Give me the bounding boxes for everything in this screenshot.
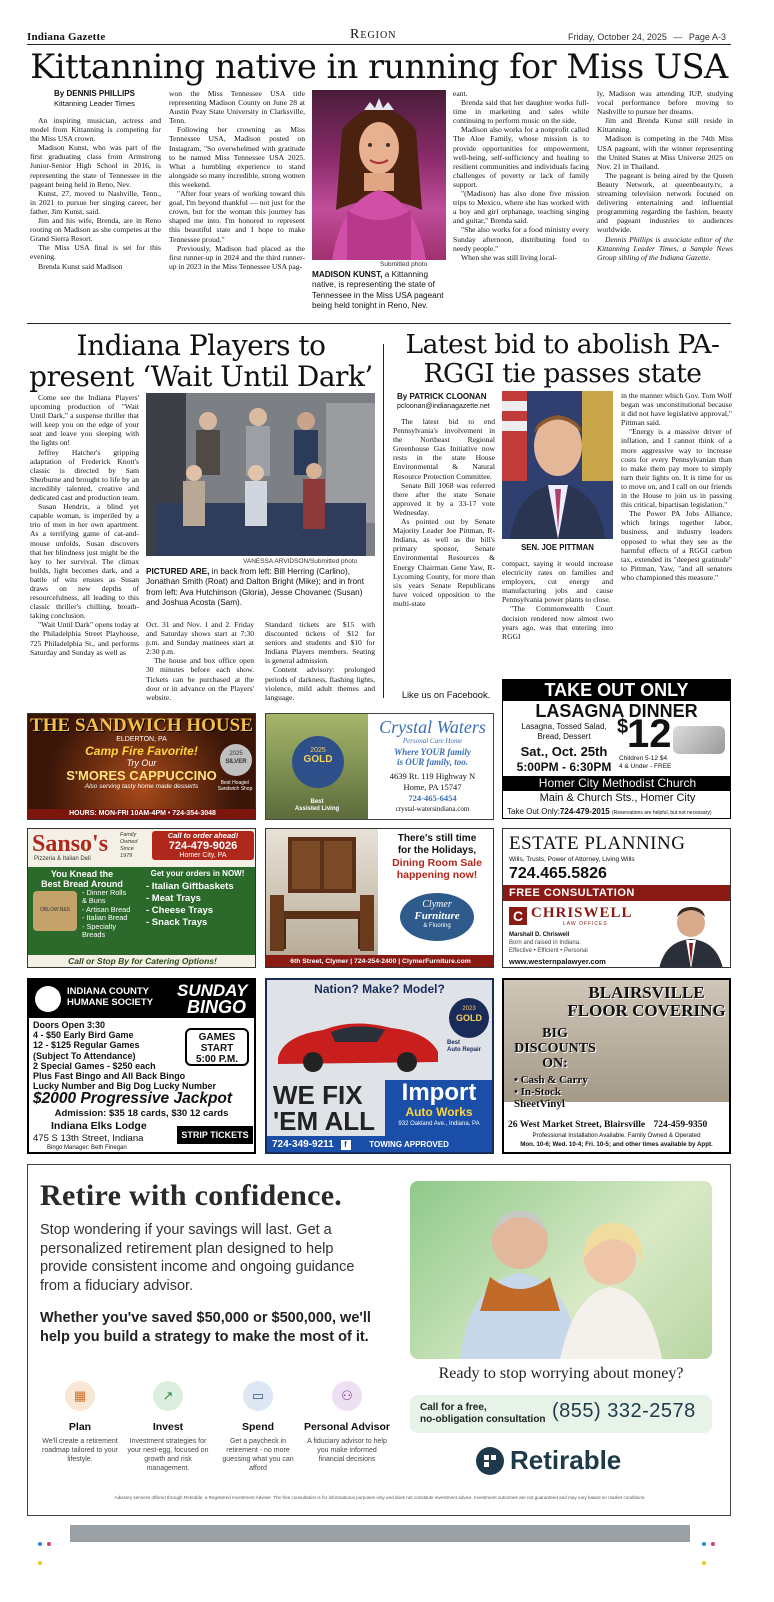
calendar-icon: ▦ bbox=[65, 1381, 95, 1411]
retirable-logo-icon bbox=[476, 1447, 504, 1475]
section-label: Region bbox=[350, 27, 397, 42]
couple-photo bbox=[410, 1181, 712, 1359]
headline-miss-usa: Kittanning native in running for Miss USA bbox=[30, 47, 728, 86]
footer-bar bbox=[70, 1525, 690, 1542]
ad-sansos: Sanso's Pizzeria & Italian Deli Family Owned Since 1979 Call to order ahead! 724-479-9026 Homer City, PA You Knead the Best Bread Around OBLOW B&S - Dinner Rolls & Buns - Artisan Bread - Italian Bread - Specialty Breads Get your orders in NOW! - Italian Giftbaskets - Meat Trays - Cheese Trays - Snack Trays Call or Stop By for Catering Options! bbox=[27, 828, 256, 968]
story2-col2: Oct. 31 and Nov. 1 and 2. Friday and Saturday shows start at 7:30 p.m. and Sunday matinees start at 2:30 p.m. The house and box office open 30 minutes before each show. Tickets can be purchased at the door or in advance on the Players' website. bbox=[146, 620, 254, 702]
ad-lasagna-dinner: TAKE OUT ONLY LASAGNA DINNER Lasagna, Tossed Salad, Bread, Dessert Sat., Oct. 25th 5:00PM - 6:30PM $ 12 Children 5-12 $4 4 & Under - FREE Homer City Methodist Church Main & Church Sts., Homer City Take Out Only:724-479-2015 (Reservations are helpful, but not necessary) bbox=[502, 679, 731, 819]
retirable-phone[interactable]: (855) 332-2578 bbox=[552, 1400, 696, 1422]
red-car-image bbox=[273, 1012, 443, 1072]
byline-cloonan: By PATRICK CLOONAN bbox=[397, 392, 487, 401]
photo-credit: Submitted photo bbox=[380, 261, 428, 268]
headline-rggi: Latest bid to abolish PA-RGGI tie passes state bbox=[405, 329, 720, 389]
ad-blairsville-floor: BLAIRSVILLE FLOOR COVERING BIG DISCOUNTS ON: • Cash & Carry • In-Stock SheetVinyl 26 West Market Street, Blairsville 724-459-9350 Professional Installation Available. Family Owned & Operated Mon. 10-6; Wed. 10-4; Fri. 10-5; and other times available by Appt. bbox=[502, 978, 731, 1154]
story3-col1: The latest bid to end Pennsylvania's involvement in the Northeast Regional Greenhouse Gas Initiative now rests in the state House Environmental & Natural Resource Protection Committee. Senate Bill 1068 was referred there after the state Senate approved it by a 33-17 vote Wednesday. As pointed out by Senate Majority Leader Joe Pittman, R-Indiana, as well as the bill's primary sponsor, Senate Environmental Resources & Energy Chairman Gene Yaw, R-Lycoming County, for more than six years Senate Republicans have voiced opposition to the multi-state bbox=[393, 417, 495, 608]
madison-kunst-photo bbox=[312, 90, 446, 260]
ad-humane-society-bingo: INDIANA COUNTY HUMANE SOCIETY SUNDAY BINGO Doors Open 3:30 4 - $50 Early Bird Game 12 - $125 Regular Games (Subject To Attendance) 2 Special Games - $250 each Plus Fast Bingo and All Back Bingo Lucky Number and Big Dog Lucky Number GAMES START 5:00 P.M. $2000 Progressive Jackpot Admission: $35 18 cards, $30 12 cards Indiana Elks Lodge 475 S 13th Street, Indiana Bingo Manager: Beth Finegan STRIP TICKETS bbox=[27, 978, 256, 1154]
clymer-logo: Clymer Furniture & Flooring bbox=[400, 893, 474, 941]
header-date: Friday, October 24, 2025 — Page A-3 bbox=[568, 32, 726, 42]
retirable-brand: Retirable bbox=[510, 1445, 622, 1475]
crystal-waters-photo: 2025 GOLD Best Assisted Living bbox=[266, 714, 368, 820]
pittman-caption: SEN. JOE PITTMAN bbox=[521, 543, 594, 552]
dining-room-photo bbox=[266, 829, 378, 955]
story1-col1: An inspiring musician, actress and model from Kittanning is competing for the Miss USA crown. Madison Kunst, who was part of the first graduating class from Armstrong Junior-Senior High School in 2016, is representing the state of Tennessee in the pageant being held in Reno, Nev. Kunst, 27, moved to Nashville, Tenn., in 2021 to pursue her singing career, her father, Jim Kunst, said. Jim and his wife, Brenda, are in Reno rooting on Madison as she competes at the Grand Sierra Resort. The Miss USA final is set for this evening. Brenda Kunst said Madison bbox=[30, 116, 161, 271]
byline-email: pcloonan@indianagazette.net bbox=[397, 403, 490, 410]
ad-sandwich-house: THE SANDWICH HOUSE ELDERTON, PA Camp Fire Favorite! Try Our S'MORES CAPPUCCINO Also serving tasty home made desserts HOURS: MON-FRI 10AM-4PM • 724-354-3048 2025 SILVER Best Hoagie/ Sandwich Shop bbox=[27, 713, 256, 820]
people-icon: ⚇ bbox=[332, 1381, 362, 1411]
chriswell-logo-icon: C bbox=[509, 907, 527, 925]
pittman-photo bbox=[502, 391, 613, 539]
retirable-headline: Retire with confidence. bbox=[40, 1179, 343, 1212]
feature-plan: ▦ Plan We'll create a retirement roadmap tailored to your lifestyle. bbox=[42, 1381, 118, 1464]
facebook-icon[interactable]: f bbox=[341, 1140, 351, 1150]
photo-caption: MADISON KUNST, a Kittanning native, is representing the state of Tennessee in the Miss USA pageant being held tonight in Reno, Nev. bbox=[312, 270, 444, 311]
ad-crystal-waters: 2025 GOLD Best Assisted Living Crystal Waters Personal Care Home Where YOUR family is OUR family, too. 4639 Rt. 119 Highway N Home, PA 15747 724-465-6454 crystal-watersindiana.com bbox=[265, 713, 494, 820]
lasagna-image bbox=[673, 726, 725, 754]
facebook-promo[interactable]: Like us on Facebook. bbox=[401, 690, 491, 700]
ad-retirable: Retire with confidence. Stop wondering if your savings will last. Get a personalized retirement plan designed to help provide consistent income and ongoing guidance from a fiduciary advisor. Whether you've saved $50,000 or $500,000, we'll help you build a strategy to make the most of it. Ready to stop worrying about money? Call for a free, no-obligation consultation (855) 332-2578 Retirable ▦ Plan We'll create a retirement roadmap tailored to your lifestyle. ↗ Invest Investment strategies for your nest-egg, focused on growth and risk management. ▭ Spend Get a paycheck in retirement - no more guessing what you can afford ⚇ Personal Advisor A fiduciary advisor to help you make informed financial decisions Advisory services offered through Retirable, a Registered Investment Adviser. The free consultation is for informational purposes only and does not constitute investment advice. Investment outcomes are not guaranteed and may vary based on market conditions. bbox=[27, 1164, 731, 1516]
trend-icon: ↗ bbox=[153, 1381, 183, 1411]
silver-badge: 2025 SILVER bbox=[220, 744, 252, 776]
ad-import-auto-works: Nation? Make? Model? 2023 GOLD Best Auto Repair WE FIX 'EM ALL Import Auto Works 932 Oakland Ave., Indiana, PA 724-349-9211 f TOWING APPROVED bbox=[265, 978, 494, 1154]
ad-estate-planning: ESTATE PLANNING Wills, Trusts, Power of Attorney, Living Wills 724.465.5826 FREE CONSULTATION C CHRISWELL LAW OFFICES Marshall D. Chriswell Born and raised in Indiana. Effective • Efficient • Personal www.westernpalawyer.com bbox=[502, 828, 731, 968]
paw-icon bbox=[35, 986, 61, 1012]
ad-clymer-furniture: There's still time for the Holidays, Dining Room Sale happening now! Clymer Furniture & Flooring 6th Street, Clymer | 724-254-2400 | ClymerFurniture.com bbox=[265, 828, 494, 968]
header-rule bbox=[27, 44, 731, 45]
registration-dots-left bbox=[38, 1531, 58, 1537]
masthead: Indiana Gazette bbox=[27, 31, 106, 43]
feature-invest: ↗ Invest Investment strategies for your nest-egg, focused on growth and risk management. bbox=[125, 1381, 211, 1473]
section-rule bbox=[27, 323, 731, 324]
attorney-photo bbox=[653, 903, 729, 968]
story2-col3: Standard tickets are $15 with discounted tickets of $12 for seniors and students and $10 for Indiana Players members. Seating is general admission. Content advisory: prolonged periods of darkness, flashing lights, violence, mild adult themes and language. bbox=[265, 620, 375, 702]
story1-col2: won the Miss Tennessee USA title representing Madison County on June 28 at Austin Peay State University in Clarksville, Tenn. Following her crowning as Miss Tennessee USA, Madison posted on Instagram, "So overwhelmed with gratitude to be named Miss Tennessee USA 2025. What a humbling experience to stand alongside so many incredible, strong women this weekend. "After four years of working toward this goal, I'm beyond thankful — not just for the crown, but for the woman this journey has shaped me into. I'm honored to represent this beautiful state and I hope to make Tennessee proud." Previously, Madison had placed as the first runner-up in 2024 and the third runner-up in 2023 in the Miss Tennessee USA pag- bbox=[169, 89, 305, 271]
bread-logo: OBLOW B&S bbox=[33, 891, 77, 931]
cast-photo bbox=[146, 393, 375, 556]
story3-col2: compact, saying it would increase electricity rates on families and employers, cut energy and manufacturing jobs and cause Pennsylvania power plants to close. "The Commonwealth Court decision rendered now almost two years ago, was that entering into RGGI bbox=[502, 559, 613, 641]
headline-wait-until-dark: Indiana Players to present ‘Wait Until Dark’ bbox=[29, 329, 373, 393]
byline: By DENNIS PHILLIPS bbox=[54, 89, 135, 98]
card-icon: ▭ bbox=[243, 1381, 273, 1411]
gold-badge-auto: 2023 GOLD bbox=[449, 998, 489, 1038]
feature-spend: ▭ Spend Get a paycheck in retirement - no more guessing what you can afford bbox=[220, 1381, 296, 1473]
cast-caption: PICTURED ARE, in back from left: Bill Herring (Carlino), Jonathan Smith (Roat) and Dalton Bright (Mike); and in front from left: Ava Hutchinson (Gloria), Jesse Chovanec (Susan) and Joshua Acosta (Sam). bbox=[146, 567, 364, 608]
byline-affiliation: Kittanning Leader Times bbox=[54, 99, 135, 108]
story3-col3: in the manner which Gov. Tom Wolf began was unconstitutional because it did not have legislative approval," Pittman said. "Energy is a massive driver of inflation, and I cannot think of a more aggressive way to increase costs for every Pennsylvanian than to make them pay more to simply turn their lights on. It is time for us to move on, and I call on our friends in the House to join us in passing this critical, bipartisan legislation." The Power PA Jobs Alliance, which brings together labor, business, and industry leaders opposed to what they see as the harmful effects of a RGGI carbon tax, extended its "deepest gratitude" to Pittman, Yaw, "and all senators who championed this measure." bbox=[621, 391, 732, 582]
story2-col1: Come see the Indiana Players' upcoming production of "Wait Until Dark," a suspense thriller that will keep you on the edge of your seat and leave you sleeping with the lights on! Jeffrey Hatcher's gripping adaptation of Frederick Knott's classic is directed by Sam Sherburne and brought to life by an incredibly talented, creative and dedicated cast and production team. Susan Hendrix, a blind yet capable woman, is imperiled by a trio of men in her own apartment. As a terrifying game of cat-and-mouse unfolds, Susan discovers that her blindness just might be the key to her survival. The climax builds, light becomes dark, and a battle of wits ensues as Susan draws on new depths of resourcefulness, all leading to this classic thriller's chilling, breath-taking conclusion. "Wait Until Dark" opens today at the Philadelphia Street Playhouse, 725 Philadelphia St., and performs Saturday and Sunday as well as bbox=[30, 393, 140, 657]
registration-dots-right bbox=[702, 1531, 722, 1537]
feature-advisor: ⚇ Personal Advisor A fiduciary advisor to help you make informed financial decisions bbox=[304, 1381, 390, 1464]
cast-photo-credit: VANESSA ARVIDSON/Submitted photo bbox=[243, 558, 358, 565]
story1-col4: ly, Madison was attending IUP, studying vocal performance before moving to Nashville to pursue her dreams. Jim and Brenda Kunst still reside in Kittanning. Madison is competing in the 74th Miss USA pageant, with the winner representing the United States at Miss Universe 2025 on Nov. 21 in Thailand. The pageant is being aired by the Queen Beauty Network, at queenbeauty.tv, a streaming television network focused on delivering entertaining and influential programming regarding the fashion, beauty and pageant industries to audiences worldwide. Dennis Phillips is associate editor of the Kittanning Leader Times, a Sample News Group sibling of the Indiana Gazette. bbox=[597, 89, 733, 262]
gold-badge: 2025 GOLD bbox=[292, 736, 344, 788]
column-rule bbox=[383, 344, 384, 698]
story1-col3: eant. Brenda said that her daughter works full-time in marketing and sales while continuing to perform music on the side. Madison also works for a nonprofit called The Aloe Family, whose mission is to provide opportunities for empowerment, well-being, self-sufficiency and healing to resilient communities and individuals facing challenges of poverty or lack of family support. "(Madison) has also done five mission trips to Mexico, where she has worked with a boy and girl orphanage, teaching singing and guitar," Brenda said. "She also works for a food ministry every Sunday afternoon, distributing food to needy people." When she was still living local- bbox=[453, 89, 589, 262]
